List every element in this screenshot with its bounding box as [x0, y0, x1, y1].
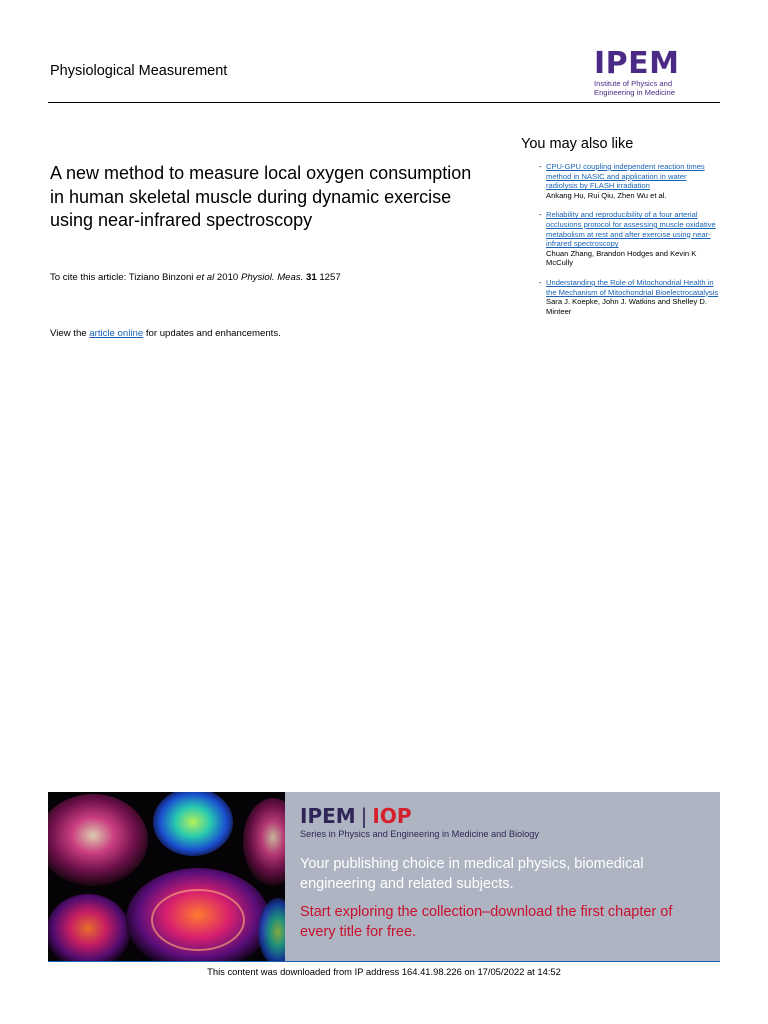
citation-prefix: To cite this article: Tiziano Binzoni [50, 272, 197, 283]
related-heading: You may also like [521, 136, 634, 152]
related-item-authors: Chuan Zhang, Brandon Hodges and Kevin K McCully [546, 248, 697, 268]
brain-scan-art [48, 792, 285, 962]
citation-year: 2010 [214, 272, 241, 283]
banner-rule [48, 961, 720, 962]
list-dash: - [539, 277, 542, 287]
related-item [539, 162, 719, 200]
citation-etal: et al [196, 272, 215, 283]
banner-cta[interactable]: Start exploring the collection–download the first chapter of every title for free. [300, 904, 673, 940]
ipem-logo[interactable] [594, 48, 720, 98]
banner-ipem-wordmark: IPEM [300, 804, 356, 828]
brain-scan-image [48, 792, 285, 962]
ipem-logo-wordmark: IPEM [594, 46, 680, 81]
header-rule [48, 102, 720, 103]
related-item-authors: Sara J. Koepke, John J. Watkins and Shelley D. Minteer [546, 297, 707, 316]
promo-banner[interactable] [48, 792, 720, 962]
ipem-iop-logo [300, 804, 412, 828]
view-prefix: View the [50, 328, 90, 339]
citation-volume: 31 [306, 272, 317, 283]
article-title: A new method to measure local oxygen consumption in human skeletal muscle during dynamic exercise using near-infrared spectroscopy [50, 163, 472, 230]
view-online-note [50, 328, 281, 339]
related-item-link[interactable]: Reliability and reproducibility of a four arterial occlusions protocol for assessing muscle oxidative metabolism at rest and after exercise using near-infrared spectroscopy [546, 210, 716, 249]
citation-page: 1257 [316, 272, 341, 283]
ipem-logo-subtitle-line1: Institute of Physics and [594, 79, 673, 88]
ipem-logo-subtitle [594, 80, 720, 98]
banner-iop-wordmark: IOP [372, 804, 412, 828]
citation-journal: Physiol. Meas. [240, 272, 304, 283]
banner-logo-separator: | [360, 804, 368, 828]
related-list [539, 162, 719, 326]
related-item-link[interactable]: Understanding the Role of Mitochondrial Health in the Mechanism of Mitochondrial Bioelectrocatalysis [546, 277, 719, 297]
article-online-link[interactable]: article online [89, 328, 144, 339]
related-item [539, 278, 719, 316]
journal-name: Physiological Measurement [50, 63, 228, 79]
related-item [539, 210, 719, 268]
citation [50, 272, 341, 283]
download-note: This content was downloaded from IP address 164.41.98.226 on 17/05/2022 at 14:52 [207, 966, 561, 977]
list-dash: - [539, 162, 542, 171]
list-dash: - [539, 210, 542, 220]
banner-tagline: Your publishing choice in medical physics, biomedical engineering and related subjects. [300, 856, 644, 892]
ipem-logo-subtitle-line2: Engineering in Medicine [594, 87, 676, 97]
banner-series: Series in Physics and Engineering in Medicine and Biology [300, 829, 540, 839]
related-item-authors: Ankang Hu, Rui Qiu, Zhen Wu et al. [546, 190, 667, 200]
related-item-link[interactable]: CPU-GPU coupling independent reaction times method in NASIC and application in water radiolysis by FLASH irradiation [546, 162, 705, 191]
view-suffix: for updates and enhancements. [143, 328, 281, 339]
